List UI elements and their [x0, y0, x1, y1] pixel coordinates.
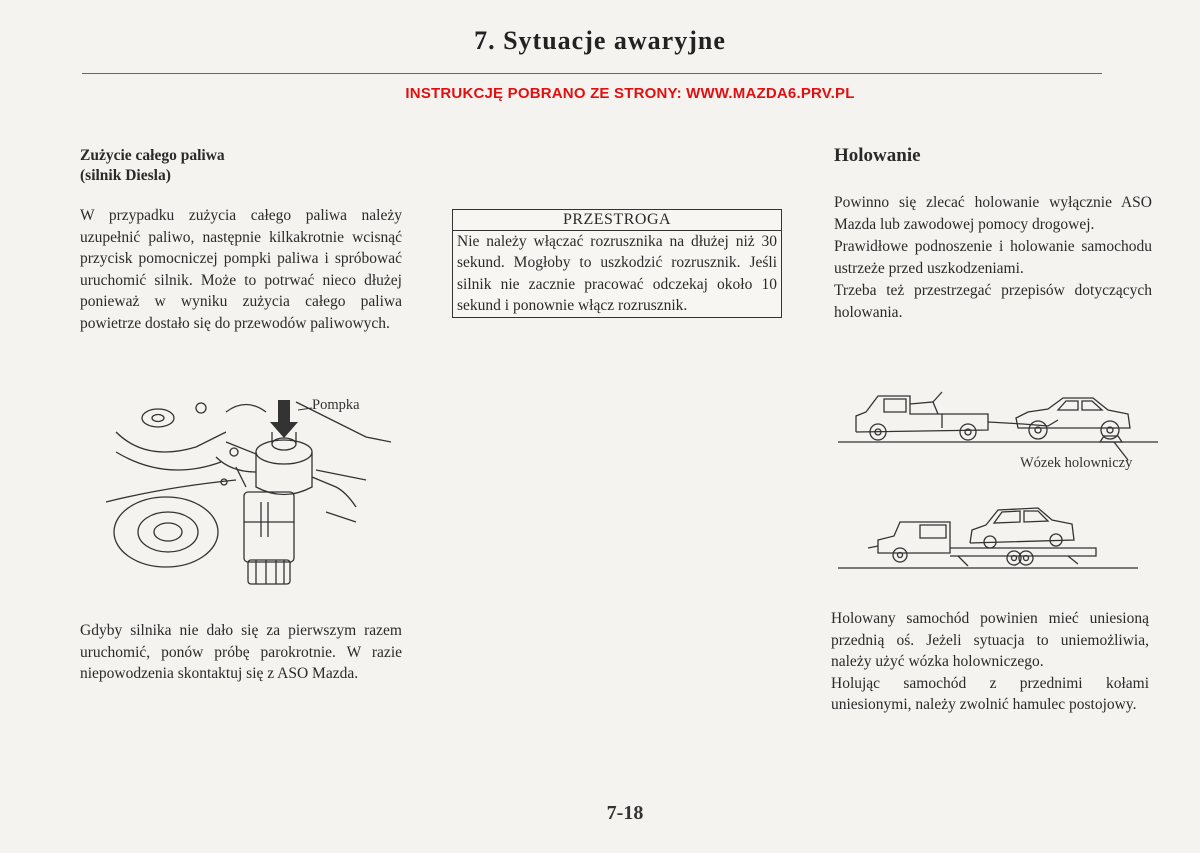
- down-arrow-icon: [270, 400, 298, 438]
- fuel-pump-illustration: [106, 392, 396, 592]
- towing-paragraph-5: Holując samochód z przednimi kołami uniesionymi, należy zwolnić hamulec postojowy.: [831, 674, 1149, 714]
- flatbed-truck-illustration: [838, 498, 1158, 588]
- caution-text: Nie należy włączać rozrusznika na dłużej niż 30 sekund. Mogłoby to uszkodzić rozrusznik. Jeśli silnik nie zacznie pracować odczekaj około 10 sekund i ponownie włącz rozrusznik.: [457, 233, 777, 315]
- left-column-bottom: [80, 620, 402, 685]
- left-column: [80, 146, 402, 335]
- right-column: [834, 144, 1152, 324]
- source-banner: INSTRUKCJĘ POBRANO ZE STRONY: WWW.MAZDA6.PRV.PL: [405, 85, 855, 102]
- fuel-heading-line2: (silnik Diesla): [80, 167, 171, 184]
- towing-paragraph-3: Trzeba też przestrzegać przepisów dotyczących holowania.: [834, 282, 1152, 321]
- towing-heading: Holowanie: [834, 145, 921, 166]
- pump-label: Pompka: [312, 397, 360, 413]
- dolly-label: Wózek holowniczy: [1020, 455, 1133, 471]
- right-column-bottom: [831, 608, 1149, 716]
- towing-paragraph-1: Powinno się zlecać holowanie wyłącznie ASO Mazda lub zawodowej pomocy drogowej.: [834, 194, 1152, 233]
- fuel-section-heading: [80, 146, 402, 186]
- page-number: 7-18: [606, 802, 644, 824]
- caution-box: [452, 209, 782, 318]
- page-title: 7. Sytuacje awaryjne: [474, 26, 726, 55]
- towing-paragraph-4: Holowany samochód powinien mieć uniesioną przednią oś. Jeżeli sytuacja to uniemożliwia, należy użyć wózka holowniczego.: [831, 610, 1149, 671]
- towing-paragraph-2: Prawidłowe podnoszenie i holowanie samochodu ustrzeże przed uszkodzeniami.: [834, 238, 1152, 277]
- fuel-heading-line1: Zużycie całego paliwa: [80, 147, 225, 164]
- retry-paragraph: Gdyby silnika nie dało się za pierwszym razem uruchomić, ponów próbę parokrotnie. W razie niepowodzenia skontaktuj się z ASO Mazda.: [80, 622, 402, 683]
- fuel-paragraph: W przypadku zużycia całego paliwa należy uzupełnić paliwo, następnie kilkakrotnie wcisnąć przycisk pomocniczej pompki paliwa i spróbować uruchomić silnik. Może to potrwać nieco dłużej ponieważ w wyniku zużycia całego paliwa powietrze dostało się do przewodów paliwowych.: [80, 207, 402, 332]
- title-rule: [82, 73, 1102, 74]
- caution-heading: PRZESTROGA: [453, 210, 781, 231]
